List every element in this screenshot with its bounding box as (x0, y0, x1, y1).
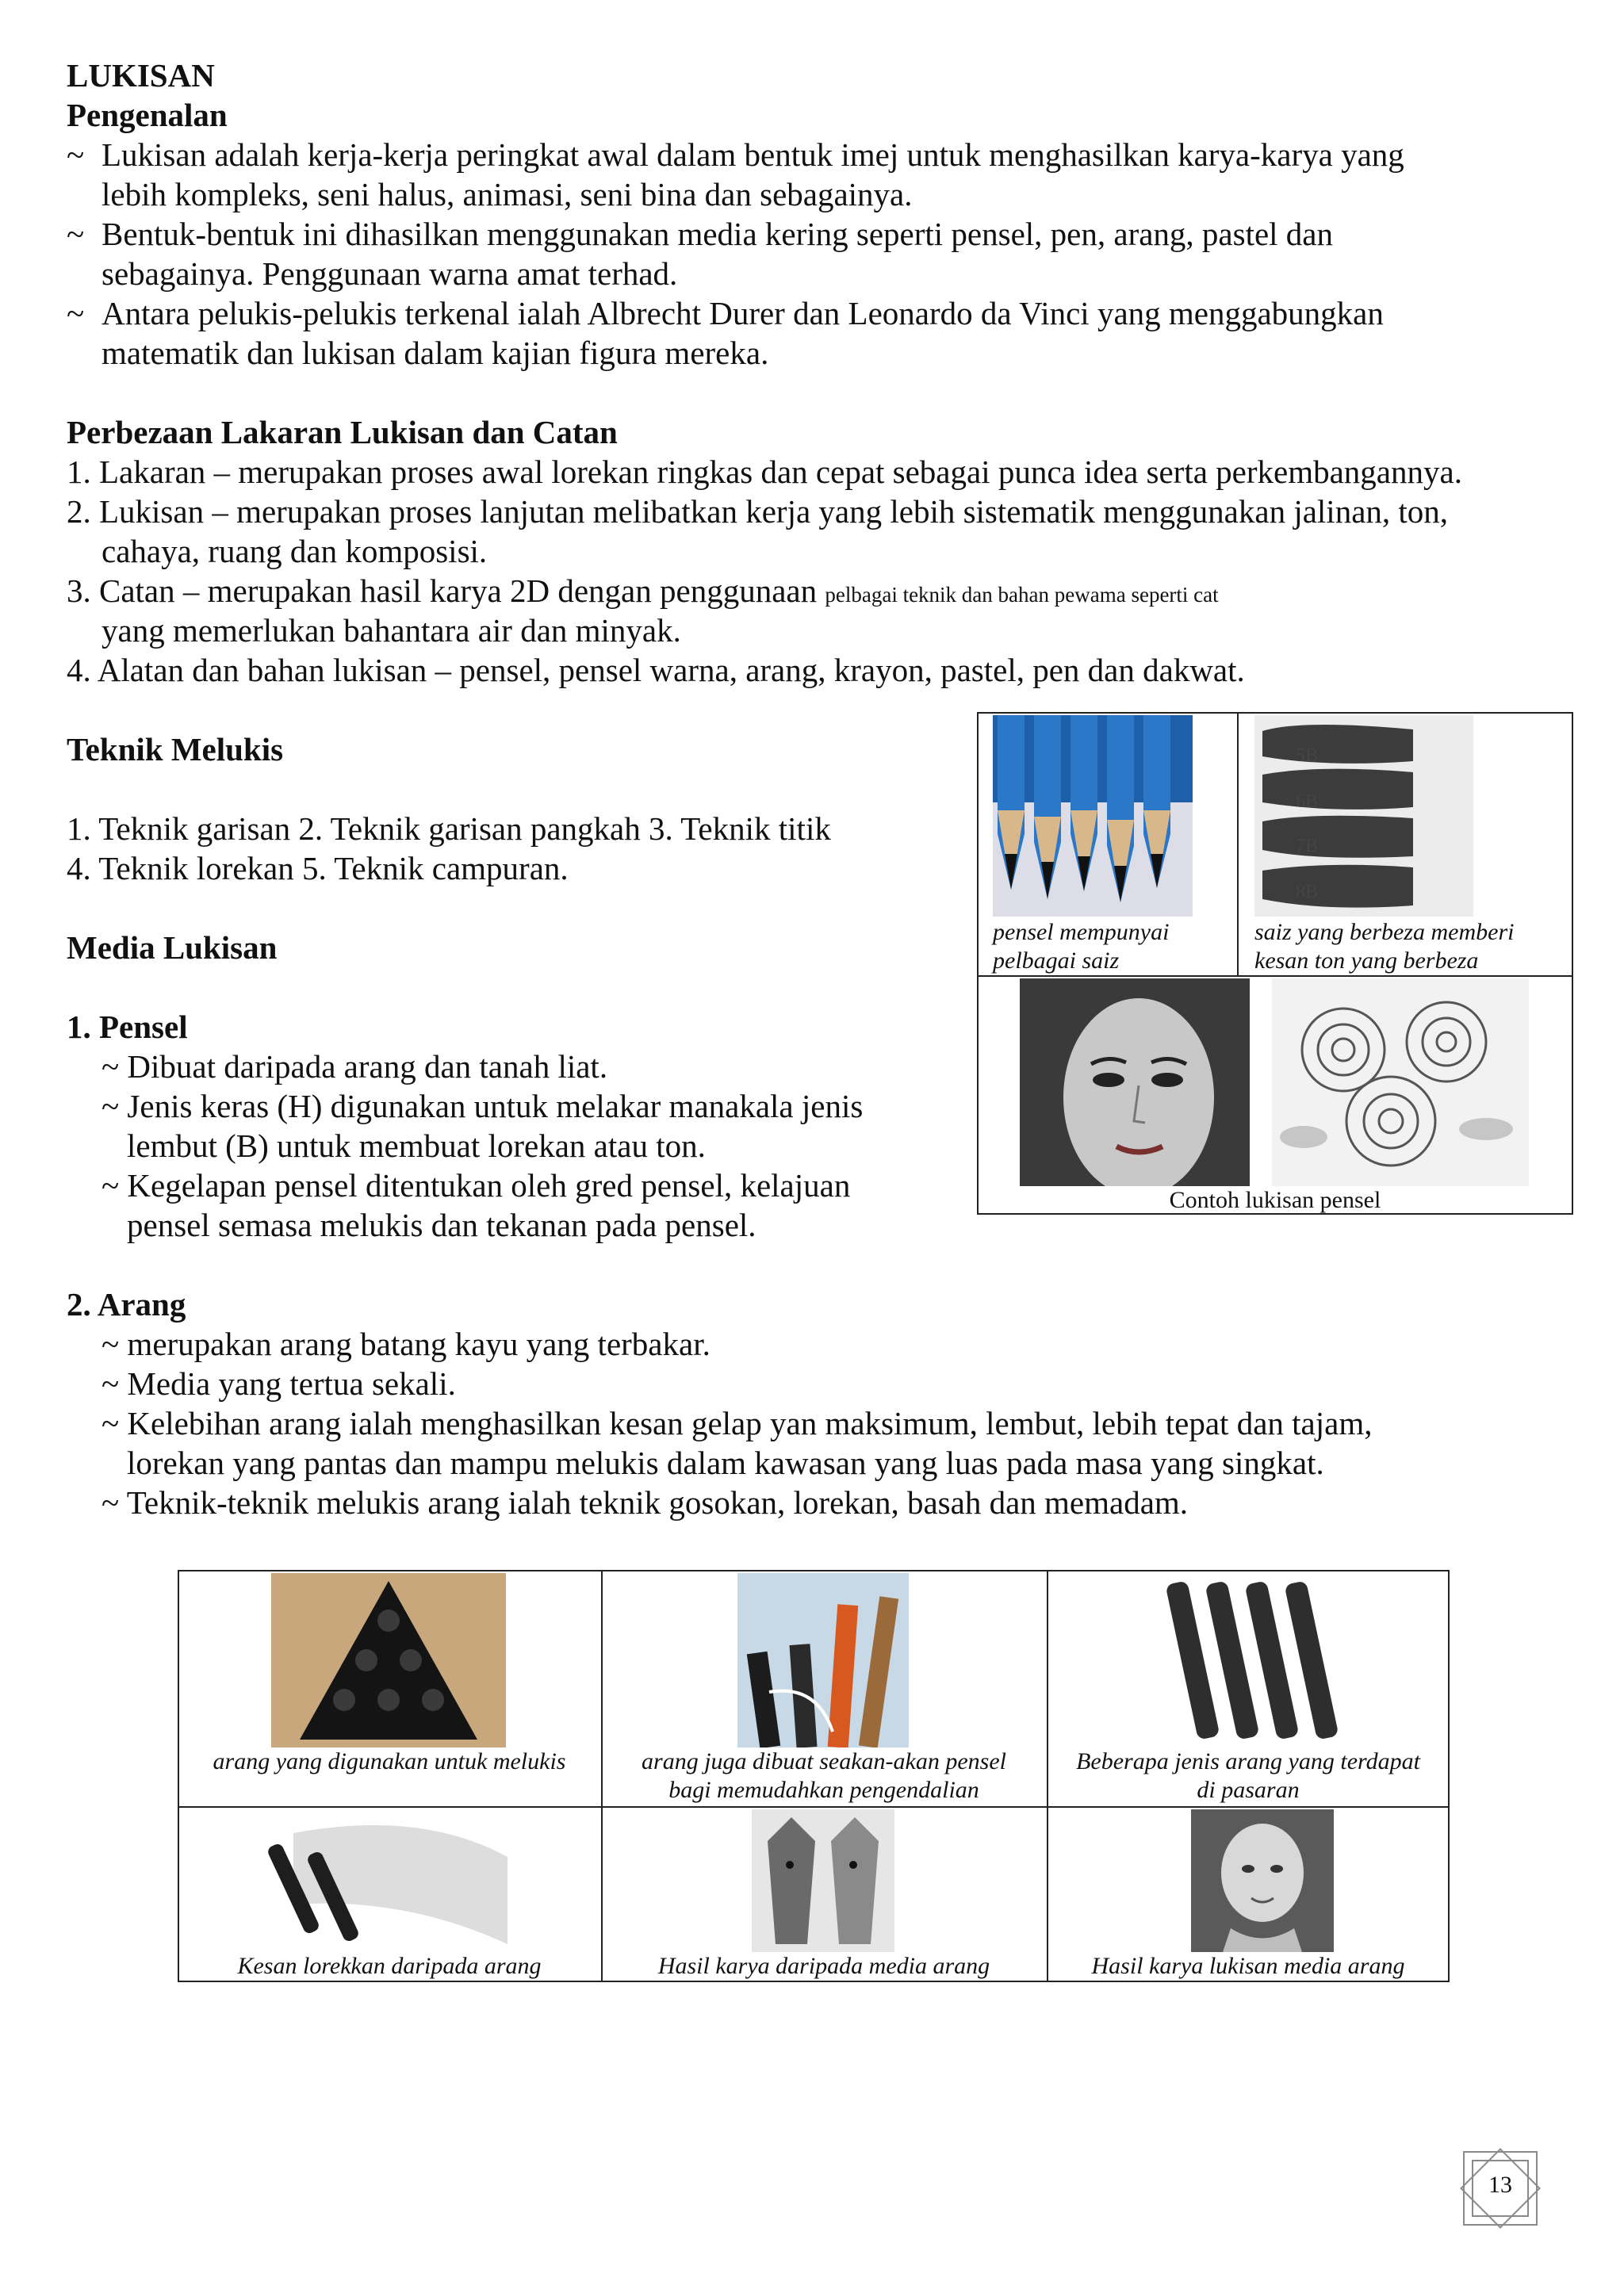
pensel-bullet: ~ Jenis keras (H) digunakan untuk melakar manakala jenis (102, 1088, 864, 1124)
intro-bullet-2: ~ (67, 216, 85, 252)
intro-line: Antara pelukis-pelukis terkenal ialah Albrecht Durer dan Leonardo da Vinci yang menggabungkan (102, 295, 1384, 331)
pensel-bullet: ~ Kegelapan pensel ditentukan oleh gred pensel, kelajuan (102, 1167, 851, 1204)
caption-line: pensel mempunyai (993, 919, 1170, 945)
caption-line: kesan ton yang berbeza (1254, 947, 1479, 974)
child-portrait-drawing (1191, 1809, 1334, 1952)
teknik-line: 1. Teknik garisan 2. Teknik garisan pangkah 3. Teknik titik (67, 810, 831, 847)
perbezaan-line: cahaya, ruang dan komposisi. (102, 533, 488, 569)
charcoal-caption (603, 1748, 1045, 1805)
perbezaan-line-main: 3. Catan – merupakan hasil karya 2D dengan penggunaan (67, 572, 818, 609)
grade-label: 7B (1296, 836, 1319, 856)
grade-label: 8B (1296, 882, 1319, 902)
pencil-caption (993, 918, 1231, 975)
perbezaan-line (67, 571, 1219, 614)
horse-drawing (752, 1809, 894, 1952)
perbezaan-line: 4. Alatan dan bahan lukisan – pensel, pensel warna, arang, krayon, pastel, pen dan dakwat. (67, 652, 1245, 688)
pensel-bullet: lembut (B) untuk membuat lorekan atau ton. (127, 1127, 706, 1164)
arang-bullet: ~ Kelebihan arang ialah menghasilkan kesan gelap yan maksimum, lembut, lebih tepat dan tajam, (102, 1405, 1373, 1441)
portrait-drawing (1020, 978, 1250, 1186)
pencil-caption-main: Contoh lukisan pensel (1169, 1187, 1381, 1213)
charcoal-pencils-photo (737, 1573, 909, 1748)
charcoal-caption: Hasil karya daripada media arang (657, 1953, 990, 1979)
page-title: LUKISAN (67, 57, 215, 94)
charcoal-caption: Kesan lorekkan daripada arang (237, 1953, 542, 1979)
arang-heading: 2. Arang (67, 1286, 186, 1323)
arang-bullet: ~ Teknik-teknik melukis arang ialah teknik gosokan, lorekan, basah dan memadam. (102, 1484, 1189, 1521)
charcoal-shading-photo (262, 1809, 515, 1952)
pensel-bullet: pensel semasa melukis dan tekanan pada pensel. (127, 1207, 756, 1243)
page-number: 13 (1488, 2172, 1512, 2198)
intro-bullet-1: ~ (67, 136, 85, 173)
caption-line: Beberapa jenis arang yang terdapat (1076, 1748, 1420, 1774)
intro-line: Lukisan adalah kerja-kerja peringkat awal dalam bentuk imej untuk menghasilkan karya-karya yang (102, 136, 1404, 173)
table-divider (1237, 712, 1239, 975)
caption-line: saiz yang berbeza memberi (1254, 919, 1515, 945)
pensel-heading: 1. Pensel (67, 1009, 188, 1045)
perbezaan-line: 2. Lukisan – merupakan proses lanjutan melibatkan kerja yang lebih sistematik menggunakan jalinan, ton, (67, 493, 1449, 530)
roses-drawing (1272, 978, 1529, 1186)
table-divider (178, 1806, 1450, 1808)
charcoal-sticks-photo (271, 1573, 506, 1748)
perbezaan-heading: Perbezaan Lakaran Lukisan dan Catan (67, 414, 618, 450)
intro-heading: Pengenalan (67, 97, 228, 133)
media-heading: Media Lukisan (67, 929, 278, 966)
grade-label: 6B (1296, 791, 1319, 812)
pencil-caption (1254, 918, 1572, 975)
intro-line: Bentuk-bentuk ini dihasilkan menggunakan media kering seperti pensel, pen, arang, pastel dan (102, 216, 1333, 252)
teknik-heading: Teknik Melukis (67, 731, 284, 768)
intro-line: lebih kompleks, seni halus, animasi, seni bina dan sebagainya. (102, 176, 913, 212)
caption-line: pelbagai saiz (993, 947, 1120, 974)
grade-label: 5B (1296, 745, 1319, 766)
caption-line: arang juga dibuat seakan-akan pensel (642, 1748, 1006, 1774)
perbezaan-line: 1. Lakaran – merupakan proses awal lorekan ringkas dan cepat sebagai punca idea serta perkembangannya. (67, 454, 1462, 490)
intro-line: matematik dan lukisan dalam kajian figura mereka. (102, 335, 769, 371)
perbezaan-line-small: pelbagai teknik dan bahan pewama seperti cat (825, 583, 1219, 607)
teknik-line: 4. Teknik lorekan 5. Teknik campuran. (67, 850, 569, 886)
table-divider (977, 975, 1573, 977)
charcoal-caption: arang yang digunakan untuk melukis (213, 1748, 566, 1774)
caption-line: bagi memudahkan pengendalian (668, 1777, 979, 1803)
pensel-bullet: ~ Dibuat daripada arang dan tanah liat. (102, 1048, 608, 1085)
intro-bullet-3: ~ (67, 295, 85, 331)
intro-line: sebagainya. Penggunaan warna amat terhad. (102, 255, 678, 292)
pencils-photo (993, 715, 1193, 917)
pencil-grade-swatch (1254, 715, 1473, 917)
caption-line: di pasaran (1197, 1777, 1300, 1803)
charcoal-caption: Hasil karya lukisan media arang (1091, 1953, 1405, 1979)
charcoal-caption (1048, 1748, 1448, 1805)
arang-bullet: ~ Media yang tertua sekali. (102, 1365, 456, 1402)
perbezaan-line: yang memerlukan bahantara air dan minyak. (102, 612, 681, 649)
arang-bullet: ~ merupakan arang batang kayu yang terbakar. (102, 1326, 710, 1362)
charcoal-bars-photo (1166, 1573, 1340, 1748)
arang-bullet: lorekan yang pantas dan mampu melukis dalam kawasan yang luas pada masa yang singkat. (127, 1445, 1324, 1481)
